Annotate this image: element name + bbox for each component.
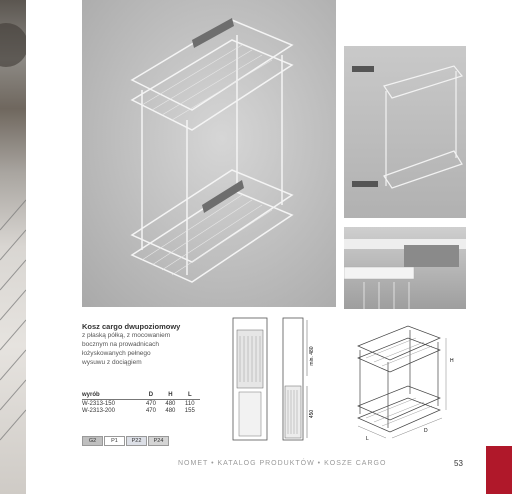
isometric-drawing (348, 318, 466, 448)
cell-product: W-2313-150 (82, 401, 115, 407)
description-line: wysuwu z dociągiem (82, 359, 142, 366)
cell-d: 470 (145, 401, 156, 407)
iso-height-label: H (450, 358, 454, 364)
iso-depth-label: D (424, 428, 428, 434)
cargo-basket-illustration (82, 0, 336, 307)
cell-d: 470 (145, 408, 156, 414)
spec-table-header (82, 392, 200, 400)
finish-chip-p22: P22 (126, 436, 147, 446)
header-l: L (181, 392, 200, 400)
side-photo-strip (0, 0, 26, 494)
footer-text: NOMET • KATALOG PRODUKTÓW • KOSZE CARGO (178, 460, 387, 467)
cell-product: W-2313-200 (82, 408, 115, 414)
detail-photo-runner (344, 227, 466, 309)
detail-photo-side (344, 46, 466, 218)
cell-h: 480 (165, 401, 176, 407)
runner-detail-illustration (344, 227, 466, 309)
product-title: Kosz cargo dwupoziomowy (82, 322, 181, 331)
wire-basket-photo-fragment (0, 0, 26, 494)
finish-options (82, 436, 170, 446)
table-row (82, 407, 200, 414)
cell-l: 110 (185, 401, 195, 407)
description-line: z płaską półką, z mocowaniem (82, 332, 171, 339)
finish-chip-p24: P24 (148, 436, 169, 446)
section-tab (486, 446, 512, 494)
iso-length-label: L (366, 436, 369, 442)
spec-table (82, 392, 200, 414)
finish-chip-g2: G2 (82, 436, 103, 446)
cell-l: 155 (184, 408, 195, 414)
front-side-drawings (231, 316, 321, 446)
hero-product-photo (82, 0, 336, 307)
cell-h: 480 (165, 408, 176, 414)
header-h: H (161, 392, 180, 400)
page-number: 53 (454, 459, 463, 468)
front-height-label: min. 480 (309, 346, 315, 366)
technical-drawing-front-side (231, 316, 321, 446)
table-row (82, 400, 200, 408)
description-line: łożyskowanych pełnego (82, 350, 151, 357)
header-product: wyrób (82, 392, 142, 400)
side-height-label: 450 (309, 409, 315, 419)
description-line: bocznym na prowadnicach (82, 341, 159, 348)
side-mount-detail-illustration (344, 46, 466, 218)
header-d: D (142, 392, 161, 400)
finish-chip-p1: P1 (104, 436, 125, 446)
isometric-basket-drawing (348, 318, 466, 448)
